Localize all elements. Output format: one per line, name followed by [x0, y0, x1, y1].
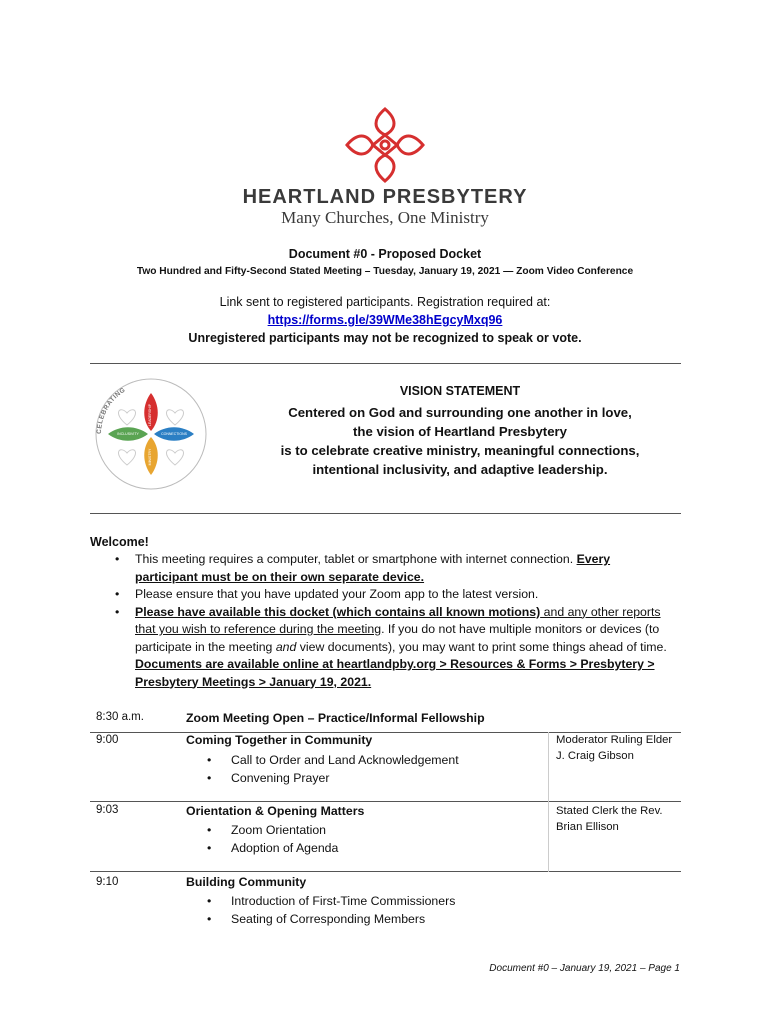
- docket-time: 8:30 a.m.: [96, 711, 144, 723]
- divider: [90, 363, 681, 364]
- registration-note: Link sent to registered participants. Registration required at:: [219, 295, 551, 309]
- org-name: HEARTLAND PRESBYTERY: [242, 186, 528, 208]
- divider: [90, 871, 681, 872]
- list-item: • Call to Order and Land Acknowledgement: [207, 753, 459, 767]
- divider: [90, 513, 681, 514]
- emblem-ring-text: CELEBRATING: [95, 386, 127, 435]
- docket-title: Orientation & Opening Matters: [186, 804, 365, 818]
- welcome-title: Welcome!: [90, 535, 149, 549]
- petal-label: INCLUSIVITY: [117, 432, 139, 436]
- docket-time: 9:03: [96, 804, 119, 816]
- document-title: Document #0 - Proposed Docket: [288, 247, 482, 261]
- vision-statement: [250, 403, 670, 479]
- docket-presenter: Moderator Ruling Elder J. Craig Gibson: [556, 734, 673, 762]
- org-tagline: Many Churches, One Ministry: [281, 208, 489, 227]
- list-item: • Zoom Orientation: [207, 823, 327, 837]
- list-item: • Adoption of Agenda: [207, 841, 339, 855]
- vision-line: the vision of Heartland Presbytery: [353, 424, 567, 439]
- docket-items: [207, 892, 455, 928]
- column-divider: [548, 732, 549, 872]
- vision-heading: VISION STATEMENT: [399, 384, 521, 398]
- docket-items: [207, 821, 338, 857]
- list-item: • Please ensure that you have updated your Zoom app to the latest version.: [115, 587, 539, 601]
- petal-label: MINISTRY: [148, 448, 152, 466]
- docket-title: Building Community: [186, 875, 307, 889]
- vision-line: is to celebrate creative ministry, meaningful connections,: [280, 443, 640, 458]
- unregistered-warning: Unregistered participants may not be recognized to speak or vote.: [188, 331, 582, 345]
- list-item: • Please have available this docket (which contains all known motions) and any other reports that you wish to reference during the meeting. If you do not have multiple monitors or devices (to participate in the meeting and view documents), you may want to print some things ahead of time. Documents are available online at heartlandpby.org > Resources & Forms > Presbytery > Presbytery Meetings > January 19, 2021.: [115, 604, 667, 689]
- vision-line: Centered on God and surrounding one another in love,: [288, 405, 632, 420]
- welcome-list: [115, 551, 670, 691]
- vision-emblem-icon: [92, 375, 210, 493]
- divider: [90, 801, 681, 802]
- list-item: • This meeting requires a computer, tablet or smartphone with internet connection. Every participant must be on their own separate device.: [115, 552, 611, 584]
- docket-title: Zoom Meeting Open – Practice/Informal Fellowship: [186, 711, 485, 725]
- docket-items: [207, 751, 459, 787]
- docket-time: 9:10: [96, 876, 119, 888]
- petal-label: CONNECTIONS: [161, 432, 187, 436]
- list-item: • Introduction of First-Time Commissioners: [207, 894, 456, 908]
- presbytery-logo-icon: [343, 105, 428, 185]
- docket-title: Coming Together in Community: [186, 733, 373, 747]
- petal-label: LEADERSHIP: [148, 403, 152, 427]
- docket-presenter: Stated Clerk the Rev. Brian Ellison: [556, 805, 663, 833]
- list-item: • Seating of Corresponding Members: [207, 912, 426, 926]
- registration-link[interactable]: https://forms.gle/39WMe38hEgcyMxq96: [267, 313, 503, 327]
- docket-time: 9:00: [96, 734, 119, 746]
- vision-line: intentional inclusivity, and adaptive leadership.: [312, 462, 608, 477]
- document-subtitle: Two Hundred and Fifty-Second Stated Meeting – Tuesday, January 19, 2021 — Zoom Video Conference: [136, 266, 634, 277]
- page-footer: Document #0 – January 19, 2021 – Page 1: [489, 963, 680, 974]
- list-item: • Convening Prayer: [207, 771, 330, 785]
